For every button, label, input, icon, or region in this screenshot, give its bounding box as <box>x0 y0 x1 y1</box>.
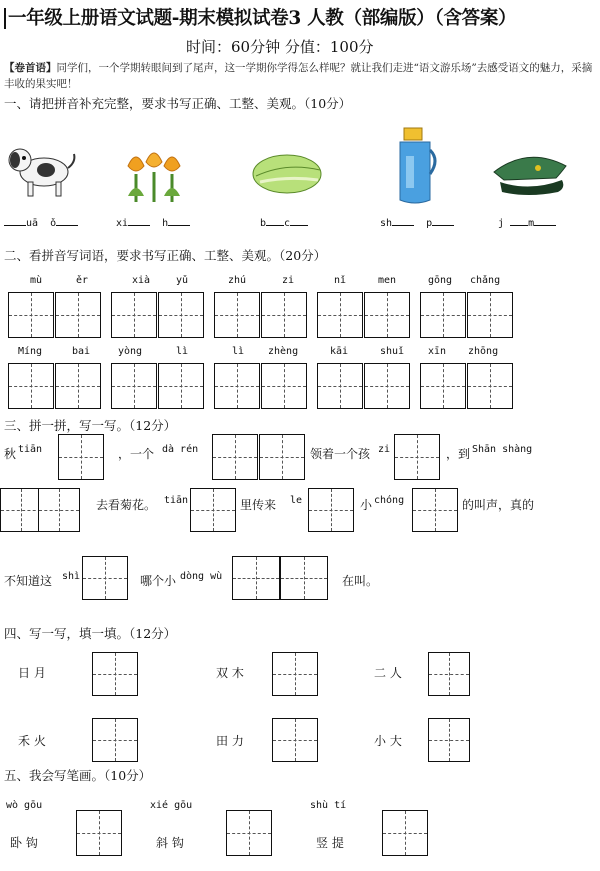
writing-cell[interactable] <box>158 292 204 338</box>
s3-text: 在叫。 <box>342 574 379 588</box>
s5-label: 斜 钩 <box>156 836 184 850</box>
s3-text: 的叫声，真的 <box>462 498 535 512</box>
writing-cell[interactable] <box>364 292 410 338</box>
cabbage-icon <box>250 150 324 198</box>
section5-heading: 五、我会写笔画。（10分） <box>4 768 152 783</box>
writing-cell[interactable] <box>111 363 157 409</box>
s5-label: 卧 钩 <box>10 836 38 850</box>
pinyin-label: xīn <box>428 346 447 357</box>
pinyin-label: nǐ <box>334 275 347 286</box>
s1-blank-2[interactable]: xi h <box>116 218 190 229</box>
writing-cell[interactable] <box>92 718 138 762</box>
writing-cell[interactable] <box>76 810 122 856</box>
s3-text: ，到 <box>446 447 471 461</box>
s3-pinyin: chóng <box>374 495 405 506</box>
title-text: 一年级上册语文试题-期末模拟试卷3 人教（部编版）（含答案） <box>4 8 516 29</box>
s4-label: 二 人 <box>374 666 402 680</box>
writing-cell[interactable] <box>92 652 138 696</box>
s3-pinyin: tiān <box>164 495 189 506</box>
s1-blank-1[interactable]: uā ǒ <box>4 218 78 229</box>
s3-text: 去看菊花。 <box>96 498 157 512</box>
pinyin-label: zhèng <box>268 346 299 357</box>
pinyin-label: Míng <box>18 346 43 357</box>
pinyin-label: chǎng <box>470 275 501 286</box>
writing-cell[interactable] <box>158 363 204 409</box>
writing-cell[interactable] <box>261 363 307 409</box>
pinyin-label: zhōng <box>468 346 499 357</box>
pinyin-label: yǔ <box>176 275 189 286</box>
thermos-icon <box>392 126 440 206</box>
pinyin-label: mù <box>30 275 43 286</box>
pinyin-label: men <box>378 275 397 286</box>
s3-text: 秋 <box>4 447 17 461</box>
pinyin-label: zi <box>282 275 295 286</box>
writing-cell[interactable] <box>394 434 440 480</box>
writing-cell[interactable] <box>308 488 354 532</box>
s4-label: 田 力 <box>216 734 244 748</box>
writing-cell[interactable] <box>412 488 458 532</box>
writing-cell[interactable] <box>212 434 258 480</box>
section3-heading: 三、拼一拼，写一写。（12分） <box>4 418 177 433</box>
pinyin-label: gōng <box>428 275 453 286</box>
s5-label: 竖 提 <box>316 836 344 850</box>
section2-heading: 二、看拼音写词语，要求书写正确、工整、美观。（20分） <box>4 248 327 263</box>
s4-label: 禾 火 <box>18 734 46 748</box>
s3-text: 领着一个孩 <box>310 447 371 461</box>
writing-cell[interactable] <box>280 556 328 600</box>
writing-cell[interactable] <box>38 488 80 532</box>
s3-pinyin: le <box>290 495 303 506</box>
s5-pinyin: wò gōu <box>6 800 43 811</box>
writing-cell[interactable] <box>55 292 101 338</box>
s3-pinyin: Shān shàng <box>472 444 533 455</box>
writing-cell[interactable] <box>467 363 513 409</box>
s5-pinyin: xié gōu <box>150 800 193 811</box>
intro-paragraph <box>4 60 594 92</box>
s4-label: 双 木 <box>216 666 244 680</box>
writing-cell[interactable] <box>259 434 305 480</box>
page-title <box>4 4 516 30</box>
writing-cell[interactable] <box>55 363 101 409</box>
writing-cell[interactable] <box>8 363 54 409</box>
s1-blank-5[interactable]: j m <box>498 218 556 229</box>
writing-cell[interactable] <box>420 292 466 338</box>
tulip-icon <box>122 146 188 204</box>
section1-heading: 一、请把拼音补充完整，要求书写正确、工整、美观。（10分） <box>4 96 352 111</box>
writing-cell[interactable] <box>111 292 157 338</box>
pinyin-label: shuǐ <box>380 346 405 357</box>
s3-text: 小 <box>360 498 373 512</box>
pinyin-label: bai <box>72 346 91 357</box>
s1-blank-4[interactable]: sh p <box>380 218 454 229</box>
writing-cell[interactable] <box>272 652 318 696</box>
s3-pinyin: dòng wù <box>180 571 223 582</box>
writing-cell[interactable] <box>232 556 280 600</box>
writing-cell[interactable] <box>272 718 318 762</box>
writing-cell[interactable] <box>420 363 466 409</box>
s1-blank-3[interactable]: b c <box>260 218 308 229</box>
writing-cell[interactable] <box>82 556 128 600</box>
s4-label: 日 月 <box>18 666 46 680</box>
pinyin-label: zhú <box>228 275 247 286</box>
writing-cell[interactable] <box>214 292 260 338</box>
writing-cell[interactable] <box>364 363 410 409</box>
intro-label: 【卷首语】 <box>4 62 57 74</box>
writing-cell[interactable] <box>214 363 260 409</box>
pinyin-label: lì <box>176 346 189 357</box>
s3-text: ，一个 <box>118 447 155 461</box>
puppy-icon <box>4 138 78 202</box>
intro-text: 同学们，一个学期转眼间到了尾声，这一学期你学得怎么样呢？就让我们走进“语文游乐场”去感受语文的魅力，采摘丰收的果实吧！ <box>4 62 593 90</box>
writing-cell[interactable] <box>428 652 470 696</box>
pinyin-label: yòng <box>118 346 143 357</box>
s3-text: 不知道这 <box>4 574 53 588</box>
writing-cell[interactable] <box>0 488 42 532</box>
s3-text: 哪个小 <box>140 574 177 588</box>
writing-cell[interactable] <box>317 292 363 338</box>
pinyin-label: lì <box>232 346 245 357</box>
writing-cell[interactable] <box>190 488 236 532</box>
pinyin-label: kāi <box>330 346 349 357</box>
writing-cell[interactable] <box>226 810 272 856</box>
s3-pinyin: shì <box>62 571 81 582</box>
writing-cell[interactable] <box>467 292 513 338</box>
writing-cell[interactable] <box>261 292 307 338</box>
s5-pinyin: shù tí <box>310 800 347 811</box>
section4-heading: 四、写一写，填一填。（12分） <box>4 626 177 641</box>
cap-icon <box>490 148 574 200</box>
pinyin-label: ěr <box>76 275 89 286</box>
writing-cell[interactable] <box>382 810 428 856</box>
s3-pinyin: zi <box>378 444 391 455</box>
s3-text: 里传来 <box>240 498 277 512</box>
writing-cell[interactable] <box>8 292 54 338</box>
s3-pinyin: tiān <box>18 444 43 455</box>
pinyin-label: xià <box>132 275 151 286</box>
writing-cell[interactable] <box>317 363 363 409</box>
writing-cell[interactable] <box>428 718 470 762</box>
s4-label: 小 大 <box>374 734 402 748</box>
writing-cell[interactable] <box>58 434 104 480</box>
s3-pinyin: dà rén <box>162 444 199 455</box>
time-score-line: 时间：60分钟 分值：100分 <box>186 38 374 56</box>
